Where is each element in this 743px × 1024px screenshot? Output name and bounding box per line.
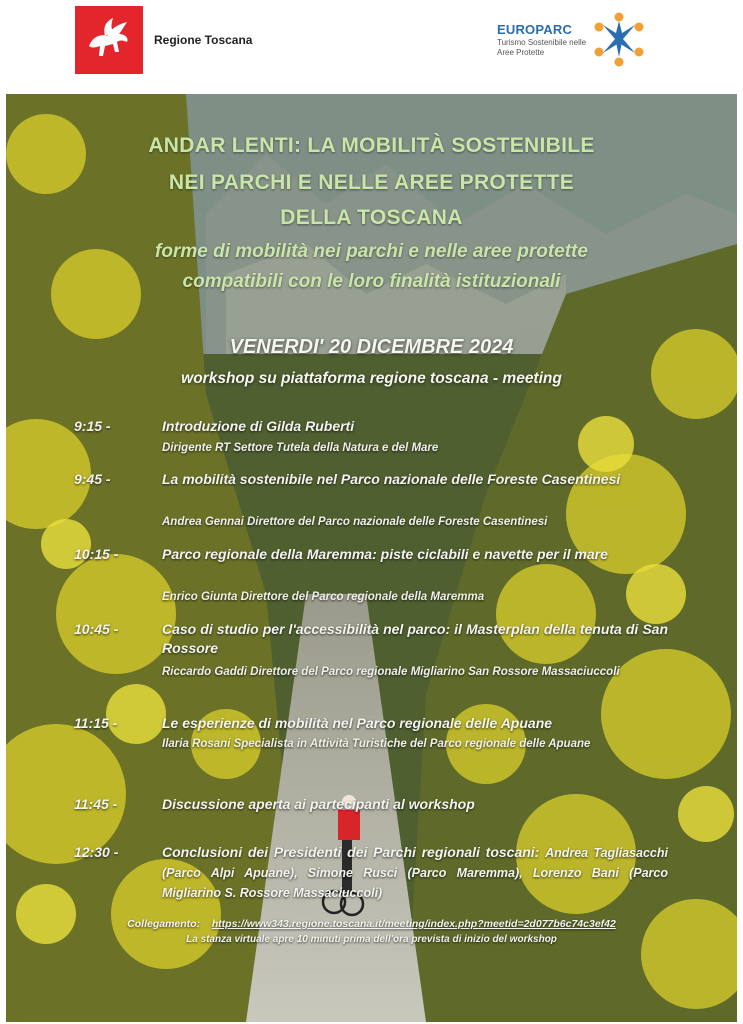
header [0,0,743,92]
workshop-platform: workshop su piattaforma regione toscana - meeting [181,370,562,387]
title-line-1: ANDAR LENTI: LA MOBILITÀ SOSTENIBILE [148,134,595,157]
program-speaker: Ilaria Rosani Specialista in Attività Turistiche del Parco regionale delle Apuane [162,738,591,750]
title-line-3: DELLA TOSCANA [280,206,463,229]
program-title-block [162,843,668,903]
program-time: 11:45 - [74,796,118,812]
event-date: VENERDI' 20 DICEMBRE 2024 [229,336,514,358]
poster-content [6,94,737,1022]
regione-toscana-logo [75,6,143,74]
program-title: Parco regionale della Maremma: piste ciclabili e navette per il mare [162,546,608,562]
virtual-room-note: La stanza virtuale apre 10 minuti prima dell'ora prevista di inizio del workshop [186,934,557,945]
subtitle-line-1: forme di mobilità nei parchi e nelle aree protette [155,241,588,262]
subtitle-line-2: compatibili con le loro finalità istituzionali [182,271,561,292]
program-speaker: Andrea Gennai Direttore del Parco nazionale delle Foreste Casentinesi [162,516,548,528]
program-title: Introduzione di Gilda Ruberti [162,418,355,434]
program-time: 11:15 - [74,715,118,731]
connection-label: Collegamento: [127,918,201,930]
connection-line [6,918,737,930]
program-title: Caso di studio per l'accessibilità nel parco: il Masterplan della tenuta di San Rossore [162,621,668,656]
europarc-tagline: Turismo Sostenibile nelle Aree Protette [497,38,587,57]
program-title: Conclusioni dei Presidenti dei Parchi regionali toscani: [162,844,540,860]
regione-toscana-name: Regione Toscana [154,33,253,47]
title-line-2: NEI PARCHI E NELLE AREE PROTETTE [168,171,575,194]
program-speaker: Andrea Tagliasacchi (Parco Alpi Apuane), Simone Rusci (Parco Maremma), Lorenzo Bani (Parco Migliarino S. Rossore Massaciuccoli) [162,846,668,900]
program-title: Discussione aperta ai partecipanti al workshop [162,796,475,812]
program-speaker: Dirigente RT Settore Tutela della Natura e del Mare [162,442,439,454]
program-speaker: Riccardo Gaddi Direttore del Parco regionale Migliarino San Rossore Massaciuccoli [162,666,620,678]
program-time: 10:15 - [74,546,119,562]
program-title: Le esperienze di mobilità nel Parco regionale delle Apuane [162,715,553,731]
program-time: 9:45 - [74,471,111,487]
program-title: La mobilità sostenibile nel Parco nazionale delle Foreste Casentinesi [162,471,621,487]
program-time: 12:30 - [74,844,119,860]
program-speaker: Enrico Giunta Direttore del Parco regionale della Maremma [162,591,485,603]
europarc-name: EUROPARC [497,22,573,37]
meeting-link[interactable]: https://www343.regione.toscana.it/meeting/index.php?meetid=2d077b6c74c3ef42 [211,918,616,930]
program-time: 10:45 - [74,621,119,637]
pegasus-icon [75,6,143,74]
poster [6,94,737,1022]
program-time: 9:15 - [74,418,111,434]
europarc-star-icon [588,10,650,68]
